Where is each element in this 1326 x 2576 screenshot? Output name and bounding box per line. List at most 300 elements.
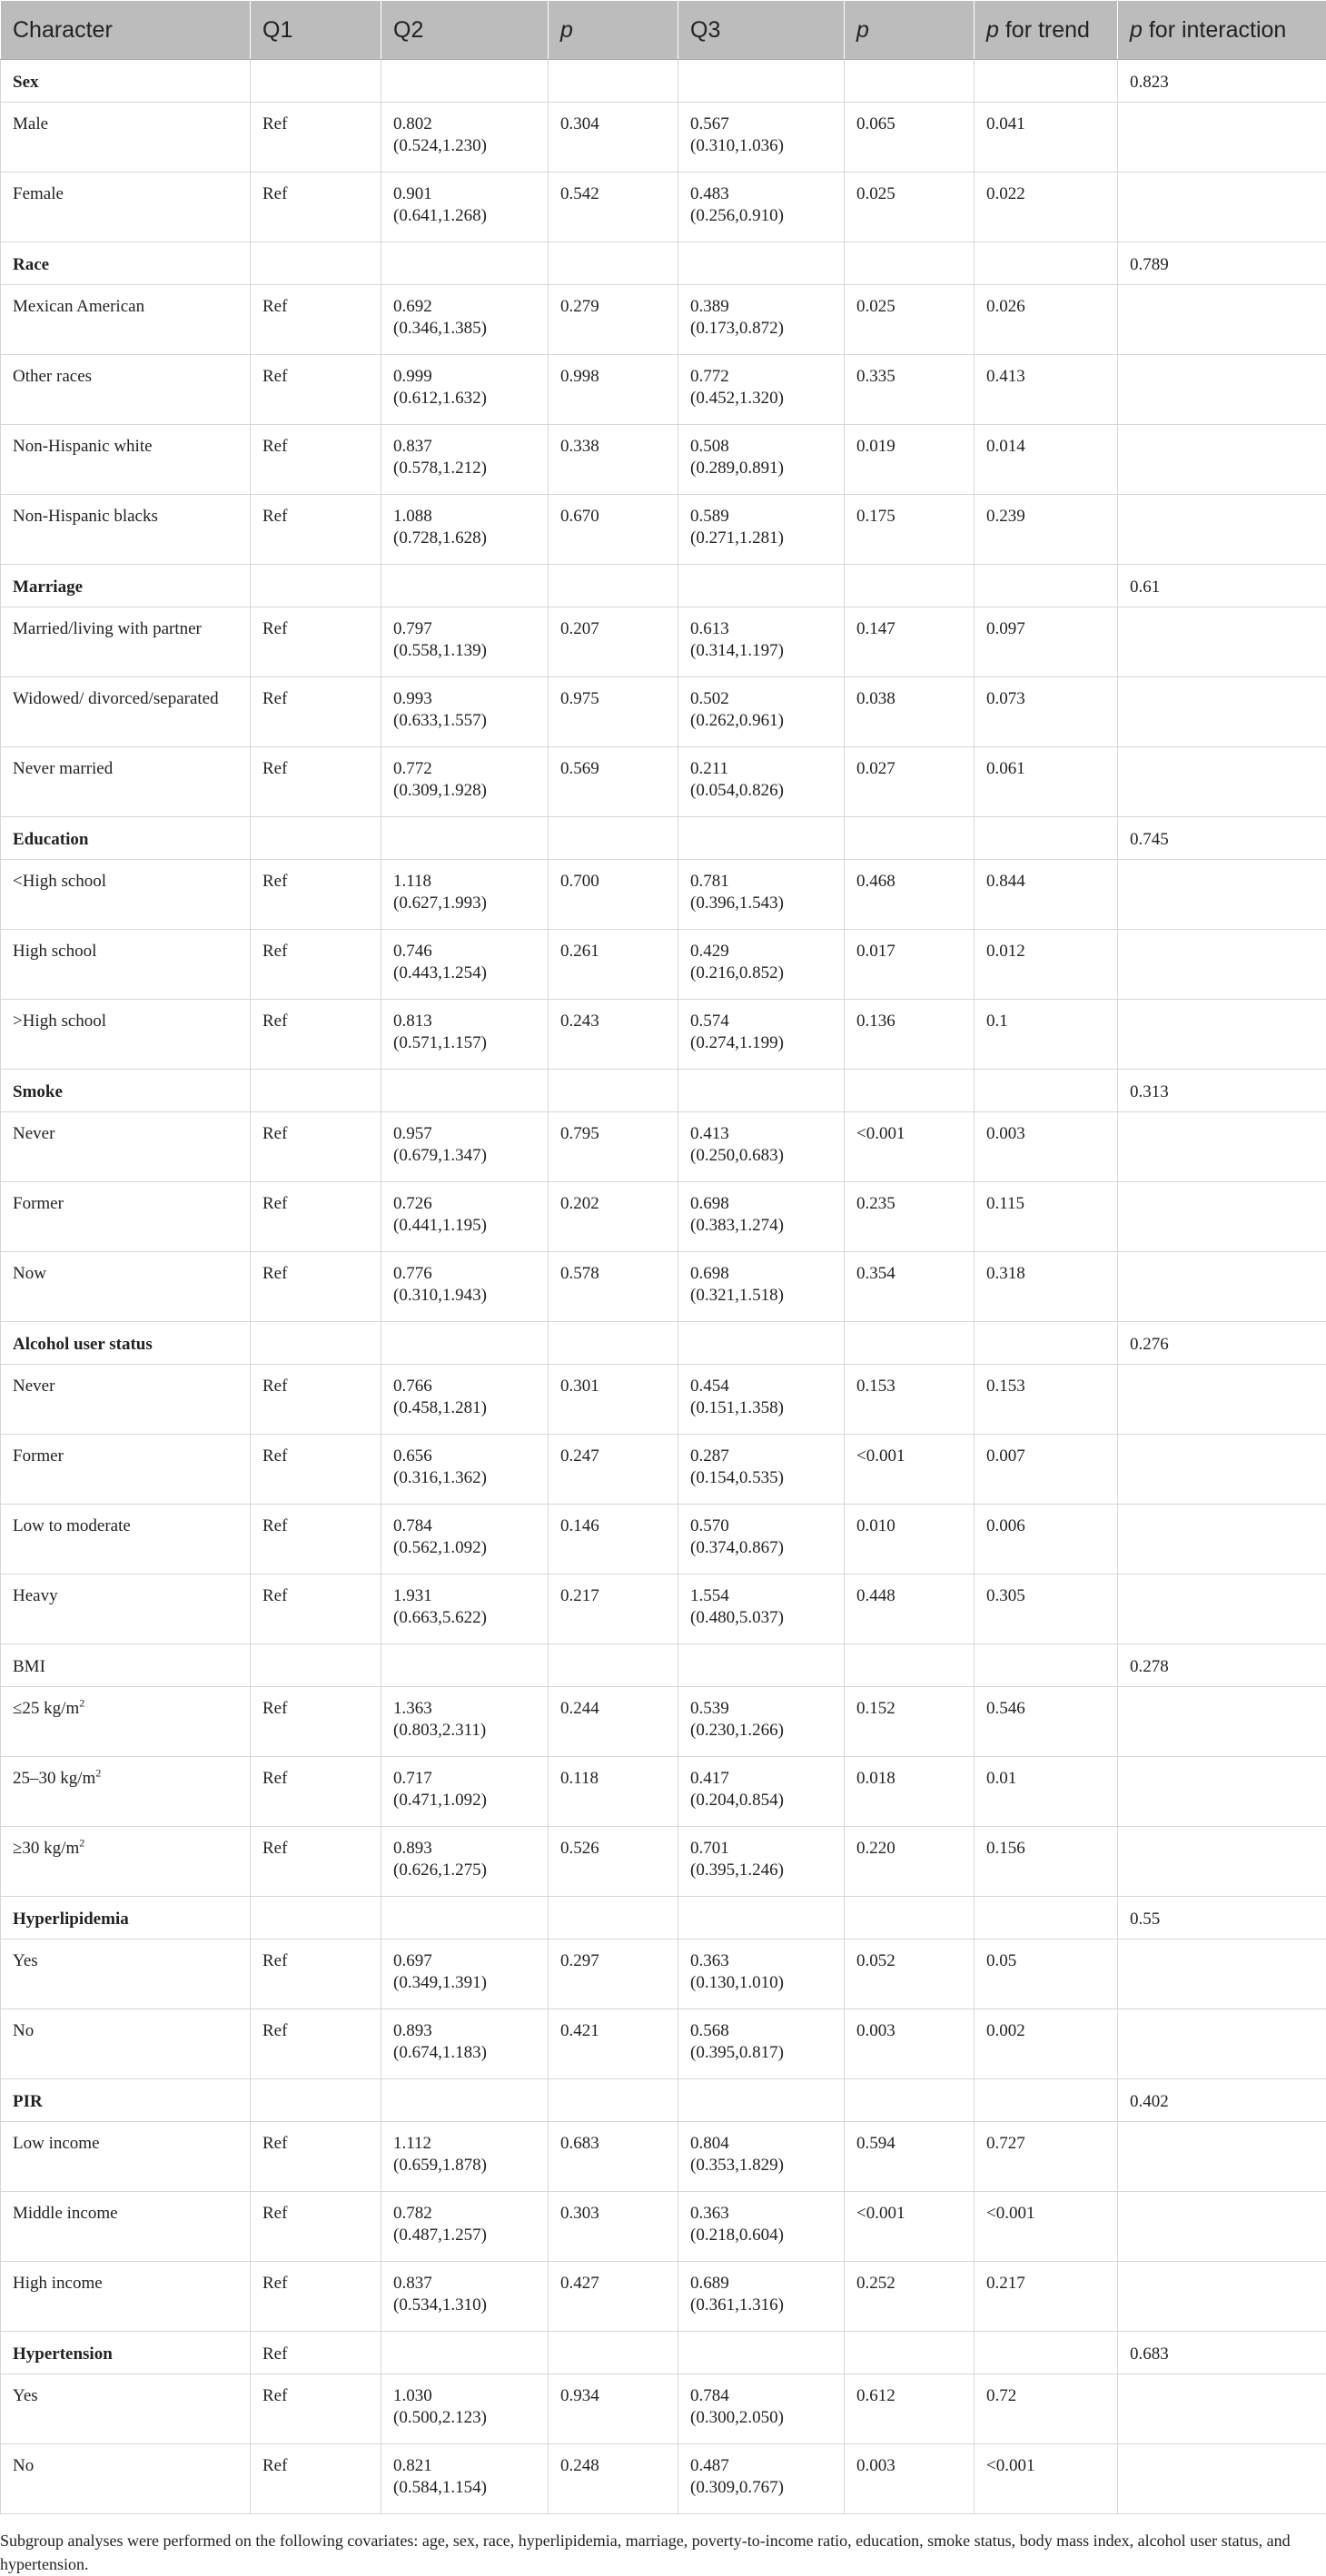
row-label-text: High income bbox=[13, 2274, 103, 2293]
q3-ci: (0.480,5.037) bbox=[690, 1607, 844, 1629]
table-row bbox=[1, 747, 1326, 817]
p-for-interaction: 0.789 bbox=[1118, 242, 1326, 285]
empty-cell bbox=[1118, 860, 1326, 930]
q3-p-value: 0.003 bbox=[845, 2444, 975, 2514]
empty-cell bbox=[845, 2332, 975, 2374]
table-row bbox=[1, 930, 1326, 1000]
unit-superscript: 2 bbox=[79, 1837, 84, 1850]
q3-value bbox=[678, 860, 845, 930]
row-label-text: Yes bbox=[13, 2386, 38, 2405]
table-footnote: Subgroup analyses were performed on the following covariates: age, sex, race, hyperlipidemia, marriage, poverty-to-income ratio, education, smoke status, body mass index, alcohol user status, and hypertension. bbox=[0, 2514, 1326, 2576]
empty-cell bbox=[1118, 747, 1326, 817]
empty-cell bbox=[845, 1070, 975, 1112]
table-row bbox=[1, 2192, 1326, 2262]
q3-ci: (0.361,1.316) bbox=[690, 2295, 844, 2316]
empty-cell bbox=[549, 1070, 678, 1112]
empty-cell bbox=[1118, 2009, 1326, 2079]
table-row bbox=[1, 1252, 1326, 1322]
q3-value bbox=[678, 103, 845, 173]
p-for-trend: 0.014 bbox=[975, 425, 1118, 495]
empty-cell bbox=[1118, 2192, 1326, 2262]
q2-value bbox=[381, 1939, 549, 2009]
p-for-trend: 0.115 bbox=[975, 1182, 1118, 1252]
q3-p-value: 0.136 bbox=[845, 1000, 975, 1070]
q3-estimate: 0.413 bbox=[690, 1123, 844, 1145]
q3-value bbox=[678, 1505, 845, 1574]
q2-estimate: 0.821 bbox=[393, 2455, 548, 2477]
q1-value: Ref bbox=[251, 677, 381, 747]
table-row bbox=[1, 1687, 1326, 1757]
empty-cell bbox=[1118, 677, 1326, 747]
table-row bbox=[1, 1000, 1326, 1070]
q3-estimate: 0.701 bbox=[690, 1838, 844, 1860]
group-q1 bbox=[251, 565, 381, 607]
q3-p-value: <0.001 bbox=[845, 1112, 975, 1182]
q3-value bbox=[678, 1252, 845, 1322]
q2-ci: (0.674,1.183) bbox=[393, 2042, 548, 2064]
row-label-text: No bbox=[13, 2456, 34, 2475]
group-q1 bbox=[251, 60, 381, 103]
group-row bbox=[1, 817, 1326, 860]
empty-cell bbox=[1118, 1112, 1326, 1182]
p-for-trend: 0.012 bbox=[975, 930, 1118, 1000]
row-label bbox=[1, 1435, 251, 1505]
row-label bbox=[1, 425, 251, 495]
empty-cell bbox=[1118, 173, 1326, 242]
q3-p-value: 0.468 bbox=[845, 860, 975, 930]
empty-cell bbox=[678, 1644, 845, 1687]
q1-value: Ref bbox=[251, 285, 381, 355]
row-label-text: Non-Hispanic white bbox=[13, 437, 153, 456]
q1-value: Ref bbox=[251, 355, 381, 425]
empty-cell bbox=[1118, 1365, 1326, 1435]
row-label bbox=[1, 2444, 251, 2514]
q2-ci: (0.309,1.928) bbox=[393, 780, 548, 802]
q2-estimate: 0.717 bbox=[393, 1768, 548, 1790]
q2-estimate: 0.772 bbox=[393, 758, 548, 780]
q2-p-value: 0.207 bbox=[549, 607, 678, 677]
q3-ci: (0.130,1.010) bbox=[690, 1972, 844, 1994]
q3-p-value: 0.065 bbox=[845, 103, 975, 173]
q2-p-value: 0.146 bbox=[549, 1505, 678, 1574]
q2-value bbox=[381, 425, 549, 495]
q3-ci: (0.204,0.854) bbox=[690, 1790, 844, 1811]
table-row bbox=[1, 425, 1326, 495]
row-label bbox=[1, 607, 251, 677]
q2-ci: (0.471,1.092) bbox=[393, 1790, 548, 1811]
table-row bbox=[1, 285, 1326, 355]
q3-estimate: 0.781 bbox=[690, 871, 844, 893]
q3-value bbox=[678, 747, 845, 817]
q3-p-value: 0.594 bbox=[845, 2122, 975, 2192]
row-label bbox=[1, 1252, 251, 1322]
row-label bbox=[1, 285, 251, 355]
row-label bbox=[1, 1757, 251, 1827]
q3-estimate: 0.568 bbox=[690, 2020, 844, 2042]
table-row bbox=[1, 2374, 1326, 2444]
q3-p-value: 0.017 bbox=[845, 930, 975, 1000]
p-for-interaction: 0.313 bbox=[1118, 1070, 1326, 1112]
q1-value: Ref bbox=[251, 1112, 381, 1182]
q3-ci: (0.274,1.199) bbox=[690, 1032, 844, 1054]
q1-value: Ref bbox=[251, 2374, 381, 2444]
row-label bbox=[1, 860, 251, 930]
q3-ci: (0.216,0.852) bbox=[690, 962, 844, 984]
q3-p-value: 0.354 bbox=[845, 1252, 975, 1322]
q2-estimate: 0.813 bbox=[393, 1011, 548, 1032]
p-for-trend: 0.318 bbox=[975, 1252, 1118, 1322]
q3-estimate: 0.589 bbox=[690, 506, 844, 528]
empty-cell bbox=[678, 817, 845, 860]
q2-ci: (0.310,1.943) bbox=[393, 1285, 548, 1307]
q2-ci: (0.500,2.123) bbox=[393, 2407, 548, 2429]
q3-value bbox=[678, 173, 845, 242]
q2-ci: (0.534,1.310) bbox=[393, 2295, 548, 2316]
empty-cell bbox=[1118, 1574, 1326, 1644]
table-row bbox=[1, 1827, 1326, 1897]
table-row bbox=[1, 677, 1326, 747]
q2-p-value: 0.202 bbox=[549, 1182, 678, 1252]
empty-cell bbox=[549, 1897, 678, 1939]
q2-p-value: 0.934 bbox=[549, 2374, 678, 2444]
q3-p-value: 0.038 bbox=[845, 677, 975, 747]
q2-ci: (0.626,1.275) bbox=[393, 1860, 548, 1881]
q2-p-value: 0.700 bbox=[549, 860, 678, 930]
q3-p-value: 0.220 bbox=[845, 1827, 975, 1897]
q1-value: Ref bbox=[251, 1182, 381, 1252]
q2-value bbox=[381, 1505, 549, 1574]
q3-ci: (0.353,1.829) bbox=[690, 2155, 844, 2176]
q3-estimate: 1.554 bbox=[690, 1585, 844, 1607]
q3-ci: (0.256,0.910) bbox=[690, 205, 844, 227]
p-for-trend: 0.01 bbox=[975, 1757, 1118, 1827]
q2-p-value: 0.338 bbox=[549, 425, 678, 495]
q2-p-value: 0.683 bbox=[549, 2122, 678, 2192]
q3-p-value: 0.010 bbox=[845, 1505, 975, 1574]
q3-ci: (0.218,0.604) bbox=[690, 2225, 844, 2246]
q3-p-value: 0.235 bbox=[845, 1182, 975, 1252]
empty-cell bbox=[1118, 495, 1326, 565]
q1-value: Ref bbox=[251, 607, 381, 677]
row-label-text: Never married bbox=[13, 759, 113, 778]
row-label-text: Non-Hispanic blacks bbox=[13, 507, 158, 526]
q2-p-value: 0.301 bbox=[549, 1365, 678, 1435]
row-label bbox=[1, 2122, 251, 2192]
q2-estimate: 0.726 bbox=[393, 1193, 548, 1215]
empty-cell bbox=[678, 2079, 845, 2122]
empty-cell bbox=[1118, 1505, 1326, 1574]
table-row bbox=[1, 1112, 1326, 1182]
empty-cell bbox=[845, 817, 975, 860]
q3-ci: (0.250,0.683) bbox=[690, 1145, 844, 1167]
q3-estimate: 0.417 bbox=[690, 1768, 844, 1790]
empty-cell bbox=[1118, 607, 1326, 677]
table-row bbox=[1, 173, 1326, 242]
q3-ci: (0.395,1.246) bbox=[690, 1860, 844, 1881]
q3-ci: (0.309,0.767) bbox=[690, 2477, 844, 2499]
q3-value bbox=[678, 607, 845, 677]
q3-estimate: 0.389 bbox=[690, 296, 844, 318]
p-for-trend: 0.153 bbox=[975, 1365, 1118, 1435]
q2-value bbox=[381, 495, 549, 565]
row-label-text: Yes bbox=[13, 1951, 38, 1970]
group-row bbox=[1, 1897, 1326, 1939]
q3-p-value: 0.152 bbox=[845, 1687, 975, 1757]
empty-cell bbox=[549, 1644, 678, 1687]
p-for-trend: 0.097 bbox=[975, 607, 1118, 677]
empty-cell bbox=[381, 1644, 549, 1687]
group-label: Marriage bbox=[1, 565, 251, 607]
q3-value bbox=[678, 2374, 845, 2444]
empty-cell bbox=[1118, 930, 1326, 1000]
q3-estimate: 0.567 bbox=[690, 114, 844, 135]
q2-ci: (0.316,1.362) bbox=[393, 1467, 548, 1489]
row-label bbox=[1, 2262, 251, 2332]
q2-estimate: 0.837 bbox=[393, 436, 548, 458]
group-label: Hypertension bbox=[1, 2332, 251, 2374]
p-for-interaction: 0.276 bbox=[1118, 1322, 1326, 1365]
q2-estimate: 1.088 bbox=[393, 506, 548, 528]
q3-value bbox=[678, 1757, 845, 1827]
q3-ci: (0.396,1.543) bbox=[690, 893, 844, 914]
q2-ci: (0.612,1.632) bbox=[393, 388, 548, 410]
row-label-text: Female bbox=[13, 184, 64, 203]
row-label bbox=[1, 173, 251, 242]
q2-estimate: 0.746 bbox=[393, 941, 548, 962]
empty-cell bbox=[975, 242, 1118, 285]
q1-value: Ref bbox=[251, 1000, 381, 1070]
q2-value bbox=[381, 1827, 549, 1897]
q2-estimate: 0.766 bbox=[393, 1376, 548, 1397]
p-for-trend: 0.041 bbox=[975, 103, 1118, 173]
q3-p-value: 0.147 bbox=[845, 607, 975, 677]
q3-value bbox=[678, 1939, 845, 2009]
p-for-trend: 0.844 bbox=[975, 860, 1118, 930]
group-label: Race bbox=[1, 242, 251, 285]
q3-estimate: 0.363 bbox=[690, 2203, 844, 2225]
row-label bbox=[1, 2374, 251, 2444]
p-for-trend: 0.073 bbox=[975, 677, 1118, 747]
q2-value bbox=[381, 1000, 549, 1070]
row-label-text: High school bbox=[13, 942, 96, 961]
empty-cell bbox=[845, 1897, 975, 1939]
q3-p-value: 0.025 bbox=[845, 173, 975, 242]
q2-ci: (0.562,1.092) bbox=[393, 1537, 548, 1559]
p-for-trend: 0.305 bbox=[975, 1574, 1118, 1644]
q2-p-value: 0.421 bbox=[549, 2009, 678, 2079]
row-label bbox=[1, 495, 251, 565]
p-for-trend: 0.1 bbox=[975, 1000, 1118, 1070]
table-row bbox=[1, 495, 1326, 565]
q2-ci: (0.627,1.993) bbox=[393, 893, 548, 914]
table-row bbox=[1, 1435, 1326, 1505]
p-for-trend: 0.727 bbox=[975, 2122, 1118, 2192]
empty-cell bbox=[1118, 1252, 1326, 1322]
q3-estimate: 0.483 bbox=[690, 183, 844, 205]
p-for-trend: <0.001 bbox=[975, 2192, 1118, 2262]
p-for-trend: 0.239 bbox=[975, 495, 1118, 565]
q2-estimate: 1.030 bbox=[393, 2385, 548, 2407]
q3-p-value: 0.175 bbox=[845, 495, 975, 565]
q3-ci: (0.173,0.872) bbox=[690, 318, 844, 340]
empty-cell bbox=[975, 1322, 1118, 1365]
group-row bbox=[1, 1070, 1326, 1112]
row-label bbox=[1, 103, 251, 173]
empty-cell bbox=[678, 242, 845, 285]
row-label-text: 25–30 kg/m bbox=[13, 1769, 95, 1788]
group-label: Alcohol user status bbox=[1, 1322, 251, 1365]
q2-p-value: 0.578 bbox=[549, 1252, 678, 1322]
q3-estimate: 0.539 bbox=[690, 1698, 844, 1720]
empty-cell bbox=[845, 2079, 975, 2122]
empty-cell bbox=[381, 60, 549, 103]
row-label bbox=[1, 930, 251, 1000]
group-label: Hyperlipidemia bbox=[1, 1897, 251, 1939]
p-for-trend: 0.026 bbox=[975, 285, 1118, 355]
empty-cell bbox=[678, 2332, 845, 2374]
q3-estimate: 0.698 bbox=[690, 1263, 844, 1285]
q2-value bbox=[381, 1687, 549, 1757]
q1-value: Ref bbox=[251, 1365, 381, 1435]
empty-cell bbox=[1118, 2262, 1326, 2332]
row-label bbox=[1, 1505, 251, 1574]
table-row bbox=[1, 2122, 1326, 2192]
q2-value bbox=[381, 1757, 549, 1827]
q2-value bbox=[381, 860, 549, 930]
q2-value bbox=[381, 2192, 549, 2262]
q1-value: Ref bbox=[251, 173, 381, 242]
q1-value: Ref bbox=[251, 425, 381, 495]
q3-ci: (0.230,1.266) bbox=[690, 1720, 844, 1742]
table-row bbox=[1, 1574, 1326, 1644]
table-header bbox=[1, 1, 1326, 60]
q2-ci: (0.349,1.391) bbox=[393, 1972, 548, 1994]
q2-estimate: 0.656 bbox=[393, 1446, 548, 1467]
empty-cell bbox=[381, 2079, 549, 2122]
group-q1 bbox=[251, 1897, 381, 1939]
empty-cell bbox=[1118, 2374, 1326, 2444]
empty-cell bbox=[549, 1322, 678, 1365]
q3-value bbox=[678, 2444, 845, 2514]
group-row bbox=[1, 1322, 1326, 1365]
group-label: PIR bbox=[1, 2079, 251, 2122]
table-row bbox=[1, 1182, 1326, 1252]
empty-cell bbox=[1118, 1939, 1326, 2009]
q1-value: Ref bbox=[251, 1505, 381, 1574]
q3-value bbox=[678, 355, 845, 425]
group-row bbox=[1, 60, 1326, 103]
q3-value bbox=[678, 1365, 845, 1435]
q2-estimate: 1.931 bbox=[393, 1585, 548, 1607]
p-for-trend: 0.022 bbox=[975, 173, 1118, 242]
row-label bbox=[1, 747, 251, 817]
empty-cell bbox=[975, 565, 1118, 607]
row-label-text: Married/living with partner bbox=[13, 619, 202, 638]
empty-cell bbox=[381, 1322, 549, 1365]
q3-ci: (0.383,1.274) bbox=[690, 1215, 844, 1237]
p-for-trend: 0.546 bbox=[975, 1687, 1118, 1757]
row-label bbox=[1, 2192, 251, 2262]
group-q1 bbox=[251, 2079, 381, 2122]
empty-cell bbox=[678, 60, 845, 103]
q2-p-value: 0.303 bbox=[549, 2192, 678, 2262]
q2-p-value: 0.569 bbox=[549, 747, 678, 817]
row-label bbox=[1, 1574, 251, 1644]
empty-cell bbox=[1118, 2122, 1326, 2192]
empty-cell bbox=[549, 2079, 678, 2122]
q1-value: Ref bbox=[251, 1757, 381, 1827]
empty-cell bbox=[549, 817, 678, 860]
group-q1: Ref bbox=[251, 2332, 381, 2374]
table-row bbox=[1, 860, 1326, 930]
empty-cell bbox=[381, 1070, 549, 1112]
q1-value: Ref bbox=[251, 1939, 381, 2009]
empty-cell bbox=[975, 817, 1118, 860]
header-p-q3: p bbox=[845, 1, 975, 60]
row-label bbox=[1, 2009, 251, 2079]
q3-estimate: 0.689 bbox=[690, 2273, 844, 2295]
empty-cell bbox=[381, 817, 549, 860]
q3-ci: (0.452,1.320) bbox=[690, 388, 844, 410]
row-label-text: Former bbox=[13, 1446, 64, 1466]
p-for-interaction: 0.402 bbox=[1118, 2079, 1326, 2122]
header-p-for-trend: p for trend bbox=[975, 1, 1118, 60]
q3-p-value: <0.001 bbox=[845, 2192, 975, 2262]
q3-p-value: 0.153 bbox=[845, 1365, 975, 1435]
p-for-trend: 0.007 bbox=[975, 1435, 1118, 1505]
q2-value bbox=[381, 285, 549, 355]
group-label: Education bbox=[1, 817, 251, 860]
q2-estimate: 0.784 bbox=[393, 1515, 548, 1537]
p-for-interaction: 0.683 bbox=[1118, 2332, 1326, 2374]
q2-estimate: 1.112 bbox=[393, 2133, 548, 2155]
p-for-trend: 0.003 bbox=[975, 1112, 1118, 1182]
p-for-interaction: 0.745 bbox=[1118, 817, 1326, 860]
q1-value: Ref bbox=[251, 930, 381, 1000]
p-for-trend: 0.156 bbox=[975, 1827, 1118, 1897]
header-p-for-interaction: p for interaction bbox=[1118, 1, 1326, 60]
empty-cell bbox=[1118, 1182, 1326, 1252]
q3-estimate: 0.784 bbox=[690, 2385, 844, 2407]
q2-ci: (0.584,1.154) bbox=[393, 2477, 548, 2499]
group-label: BMI bbox=[1, 1644, 251, 1687]
q3-ci: (0.262,0.961) bbox=[690, 710, 844, 732]
q2-ci: (0.558,1.139) bbox=[393, 640, 548, 662]
q1-value: Ref bbox=[251, 103, 381, 173]
q2-value bbox=[381, 1252, 549, 1322]
q2-value bbox=[381, 2009, 549, 2079]
q2-value bbox=[381, 677, 549, 747]
q2-ci: (0.524,1.230) bbox=[393, 135, 548, 157]
q2-value bbox=[381, 1365, 549, 1435]
q3-value bbox=[678, 1182, 845, 1252]
q3-ci: (0.151,1.358) bbox=[690, 1397, 844, 1419]
table-row bbox=[1, 2009, 1326, 2079]
empty-cell bbox=[1118, 425, 1326, 495]
p-for-interaction: 0.823 bbox=[1118, 60, 1326, 103]
q3-value bbox=[678, 495, 845, 565]
q3-estimate: 0.502 bbox=[690, 688, 844, 710]
row-label-text: Other races bbox=[13, 367, 92, 386]
table-row bbox=[1, 2444, 1326, 2514]
q2-p-value: 0.261 bbox=[549, 930, 678, 1000]
q2-value bbox=[381, 1435, 549, 1505]
q1-value: Ref bbox=[251, 2122, 381, 2192]
q3-ci: (0.154,0.535) bbox=[690, 1467, 844, 1489]
q1-value: Ref bbox=[251, 1827, 381, 1897]
p-for-interaction: 0.61 bbox=[1118, 565, 1326, 607]
p-for-trend: 0.413 bbox=[975, 355, 1118, 425]
